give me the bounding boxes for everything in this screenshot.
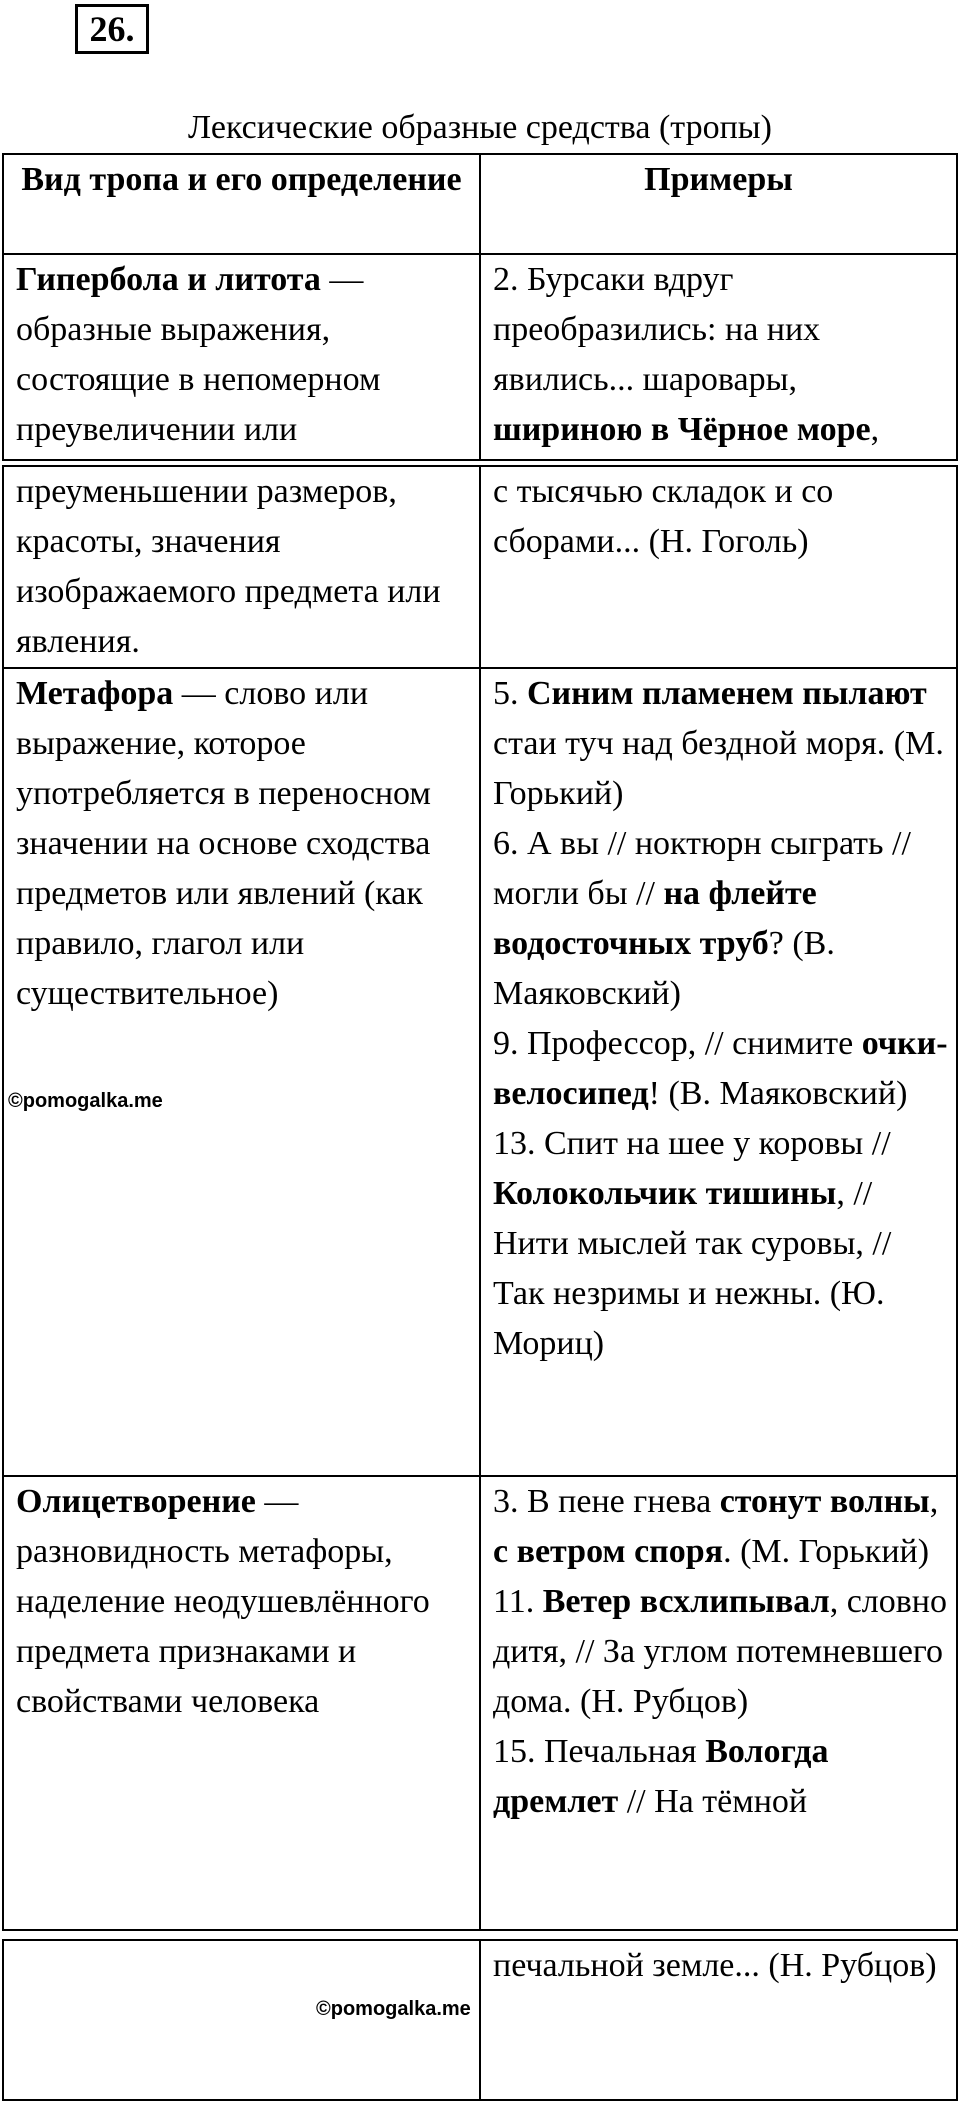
hyperbole-definition <box>3 254 480 460</box>
example-text: 3. В пене гнева <box>493 1483 720 1520</box>
example-text: , // Нити мыслей так суровы, // Так незримы и нежны. (Ю. Мориц) <box>493 1175 892 1362</box>
table-row <box>3 466 957 668</box>
example-text: ! (В. Маяковский) <box>648 1075 908 1112</box>
header-row <box>3 154 957 254</box>
example-highlight: очки-велосипед <box>493 1025 948 1112</box>
exercise-number: 26. <box>75 4 149 54</box>
hyperbole-example-bold: шириною в Чёрное море <box>493 411 871 448</box>
tropes-table-part2 <box>2 465 958 1931</box>
header-examples: Примеры <box>480 154 957 254</box>
example-text: 6. А вы // ноктюрн сыграть // могли бы // <box>493 825 911 912</box>
table-row <box>3 668 957 1476</box>
example-text: 15. Печальная <box>493 1733 706 1770</box>
example-text: 9. Профессор, // снимите <box>493 1025 862 1062</box>
example-text: стаи туч над бездной моря. (М. Горький) <box>493 725 944 812</box>
hyperbole-definition-cont: преуменьшении размеров, красоты, значения изображаемого предмета или явления. <box>3 466 480 668</box>
personification-term: Олицетворение <box>16 1483 256 1520</box>
table-caption: Лексические образные средства (тропы) <box>188 109 772 146</box>
personification-definition <box>3 1476 480 1930</box>
example-highlight: Вологда дремлет <box>493 1733 829 1820</box>
example-highlight: с ветром споря <box>493 1533 724 1570</box>
metaphor-example-9 <box>493 1019 948 1119</box>
example-number: 11. <box>493 1583 543 1620</box>
example-highlight: Колокольчик тишины <box>493 1175 837 1212</box>
example-text: , <box>929 1483 939 1520</box>
hyperbole-def-text: — образные выражения, состоящие в непомерном преувеличении или <box>16 261 381 448</box>
hyperbole-term: Гипербола и литота <box>16 261 321 298</box>
personification-example-11 <box>493 1577 948 1727</box>
example-text: 13. Спит на шее у коровы // <box>493 1125 891 1162</box>
example-highlight: Синим пламенем пылают <box>527 675 927 712</box>
metaphor-example-13 <box>493 1119 948 1369</box>
metaphor-term: Метафора <box>16 675 174 712</box>
metaphor-definition <box>3 668 480 1476</box>
example-text: ? (В. Маяковский) <box>493 925 835 1012</box>
watermark: ©pomogalka.me <box>316 1998 471 2020</box>
hyperbole-example-text: 2. Бурсаки вдруг преобразились: на них явились... шаровары, <box>493 261 821 398</box>
example-number: 5. <box>493 675 527 712</box>
personification-def-text: — разновидность метафоры, наделение неодушевлённого предмета признаками и свойствами человека <box>16 1483 430 1720</box>
watermark: ©pomogalka.me <box>8 1090 163 1112</box>
empty-definition-cell <box>3 1940 480 2100</box>
example-text: . (М. Горький) <box>723 1533 930 1570</box>
metaphor-example-5 <box>493 669 948 819</box>
table-row <box>3 254 957 460</box>
header-type: Вид тропа и его определение <box>3 154 480 254</box>
table-row <box>3 1476 957 1930</box>
personification-examples <box>480 1476 957 1930</box>
example-highlight: на флейте водосточных труб <box>493 875 817 962</box>
tropes-table-part3 <box>2 1939 958 2101</box>
example-highlight: Ветер всхлипывал <box>542 1583 830 1620</box>
personification-example-15 <box>493 1727 948 1827</box>
metaphor-def-text: — слово или выражение, которое употребляется в переносном значении на основе сходства предметов или явлений (как правило, глагол или существительное) <box>16 675 431 1012</box>
personification-examples-cont: печальной земле... (Н. Рубцов) <box>480 1940 957 2100</box>
tropes-table-part1 <box>2 153 958 461</box>
personification-example-3 <box>493 1477 948 1577</box>
example-text: // На тёмной <box>618 1783 808 1820</box>
example-highlight: стонут волны <box>719 1483 930 1520</box>
hyperbole-examples-cont: с тысячью складок и со сборами... (Н. Гоголь) <box>480 466 957 668</box>
metaphor-examples <box>480 668 957 1476</box>
metaphor-example-6 <box>493 819 948 1019</box>
table-row <box>3 1940 957 2100</box>
hyperbole-example-suffix: , <box>870 411 880 448</box>
example-text: , словно дитя, // За углом потемневшего дома. (Н. Рубцов) <box>493 1583 947 1720</box>
hyperbole-examples <box>480 254 957 460</box>
